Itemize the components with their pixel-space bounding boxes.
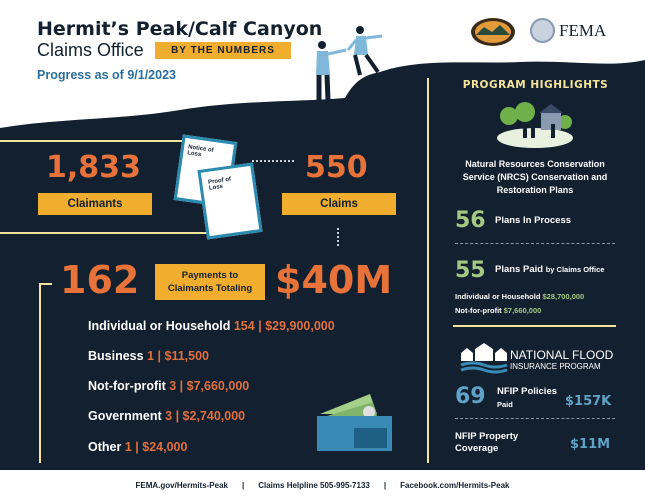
by-the-numbers-badge: BY THE NUMBERS	[155, 42, 291, 59]
claimants-count: 1,833	[46, 150, 141, 185]
dotted-connector	[337, 228, 339, 246]
divider-line	[0, 140, 186, 142]
nfip-houses-logo	[459, 343, 509, 375]
nfip-policies-count: 69	[455, 384, 486, 409]
nfip-coverage-amount: $11M	[570, 437, 611, 452]
wallet-money-icon	[315, 392, 395, 454]
claims-office-seal-logo	[470, 17, 516, 47]
breakdown-label: Not-for-profit	[88, 379, 166, 393]
plans-paid-label	[495, 264, 604, 275]
bracket-line	[39, 283, 41, 463]
breakdown-amount: $29,900,000	[265, 319, 335, 333]
plans-in-process-count: 56	[455, 208, 486, 233]
plans-paid-suffix: by Claims Office	[545, 265, 605, 274]
breakdown-label: Government	[88, 409, 162, 423]
dhs-seal-icon	[530, 18, 555, 43]
dashed-divider	[455, 243, 615, 244]
plans-paid-count: 55	[455, 258, 486, 283]
nfip-policies-sub: Paid	[497, 400, 513, 409]
paid-nfp-row	[455, 306, 541, 315]
community-illustration	[495, 100, 575, 148]
page-subtitle: Claims Office	[37, 40, 144, 60]
paid-individual-value: $28,700,000	[542, 292, 585, 301]
breakdown-row	[88, 319, 335, 333]
breakdown-row	[88, 379, 249, 393]
program-highlights-title: PROGRAM HIGHLIGHTS	[462, 79, 609, 91]
nfip-policies-amount: $157K	[565, 394, 612, 409]
payments-label: Payments to Claimants Totaling	[155, 264, 265, 300]
divider-line	[0, 232, 212, 234]
nrcs-title: Natural Resources Conservation Service (NRCS) Conservation and Restoration Plans	[462, 159, 608, 196]
breakdown-count: 1	[124, 440, 132, 454]
breakdown-amount: $11,500	[164, 349, 209, 363]
payments-count: 162	[60, 258, 140, 302]
breakdown-separator: |	[175, 409, 180, 423]
breakdown-count: 154	[233, 319, 255, 333]
document-title: Proof of Loss	[207, 176, 232, 192]
breakdown-row	[88, 440, 187, 454]
page-title: Hermit’s Peak/Calf Canyon	[37, 18, 323, 40]
footer	[0, 470, 645, 500]
footer-helpline: Claims Helpline 505-995-7133	[258, 480, 370, 490]
nfip-coverage-label: NFIP Property Coverage	[455, 431, 519, 455]
footer-separator: |	[383, 480, 387, 490]
paid-nfp-label: Not-for-profit	[455, 306, 502, 315]
breakdown-amount: $2,740,000	[182, 409, 246, 423]
claims-count: 550	[305, 150, 368, 185]
paid-individual-label: Individual or Household	[455, 292, 541, 301]
divider-line	[453, 325, 616, 327]
climbers-illustration	[310, 20, 390, 105]
progress-date: Progress as of 9/1/2023	[37, 68, 176, 82]
proof-of-loss-document	[197, 162, 262, 239]
breakdown-separator: |	[135, 440, 139, 454]
bracket-line	[39, 283, 52, 285]
breakdown-row	[88, 409, 245, 423]
breakdown-label: Individual or Household	[88, 319, 231, 333]
paid-nfp-value: $7,660,000	[503, 306, 542, 315]
breakdown-label: Business	[88, 349, 144, 363]
breakdown-row	[88, 349, 209, 363]
footer-website-link[interactable]: FEMA.gov/Hermits-Peak	[135, 480, 228, 490]
breakdown-separator: |	[258, 319, 262, 333]
paid-individual-row	[455, 292, 584, 301]
document-title: Notice of Loss	[186, 144, 214, 159]
claimants-label: Claimants	[38, 193, 152, 215]
dotted-connector	[252, 160, 294, 162]
breakdown-count: 3	[165, 409, 173, 423]
breakdown-count: 1	[147, 349, 155, 363]
breakdown-amount: $24,000	[142, 440, 188, 454]
panel-divider	[427, 78, 429, 463]
dashed-divider	[455, 418, 615, 419]
footer-facebook-link[interactable]: Facebook.com/Hermits-Peak	[400, 480, 510, 490]
nfip-policies-label: NFIP Policies	[497, 386, 558, 397]
fema-logo: FEMA	[559, 21, 607, 40]
breakdown-separator: |	[179, 379, 184, 393]
plans-in-process-label: Plans In Process	[495, 215, 572, 226]
claims-label: Claims	[282, 193, 396, 215]
payments-total: $40M	[275, 258, 393, 302]
nfip-logo-line1: NATIONAL FLOOD	[510, 348, 614, 362]
breakdown-label: Other	[88, 440, 122, 454]
breakdown-count: 3	[169, 379, 177, 393]
plans-paid-text: Plans Paid	[495, 264, 544, 275]
breakdown-separator: |	[157, 349, 162, 363]
nfip-logo-line2: INSURANCE PROGRAM	[510, 362, 601, 371]
breakdown-amount: $7,660,000	[186, 379, 250, 393]
footer-separator: |	[241, 480, 245, 490]
